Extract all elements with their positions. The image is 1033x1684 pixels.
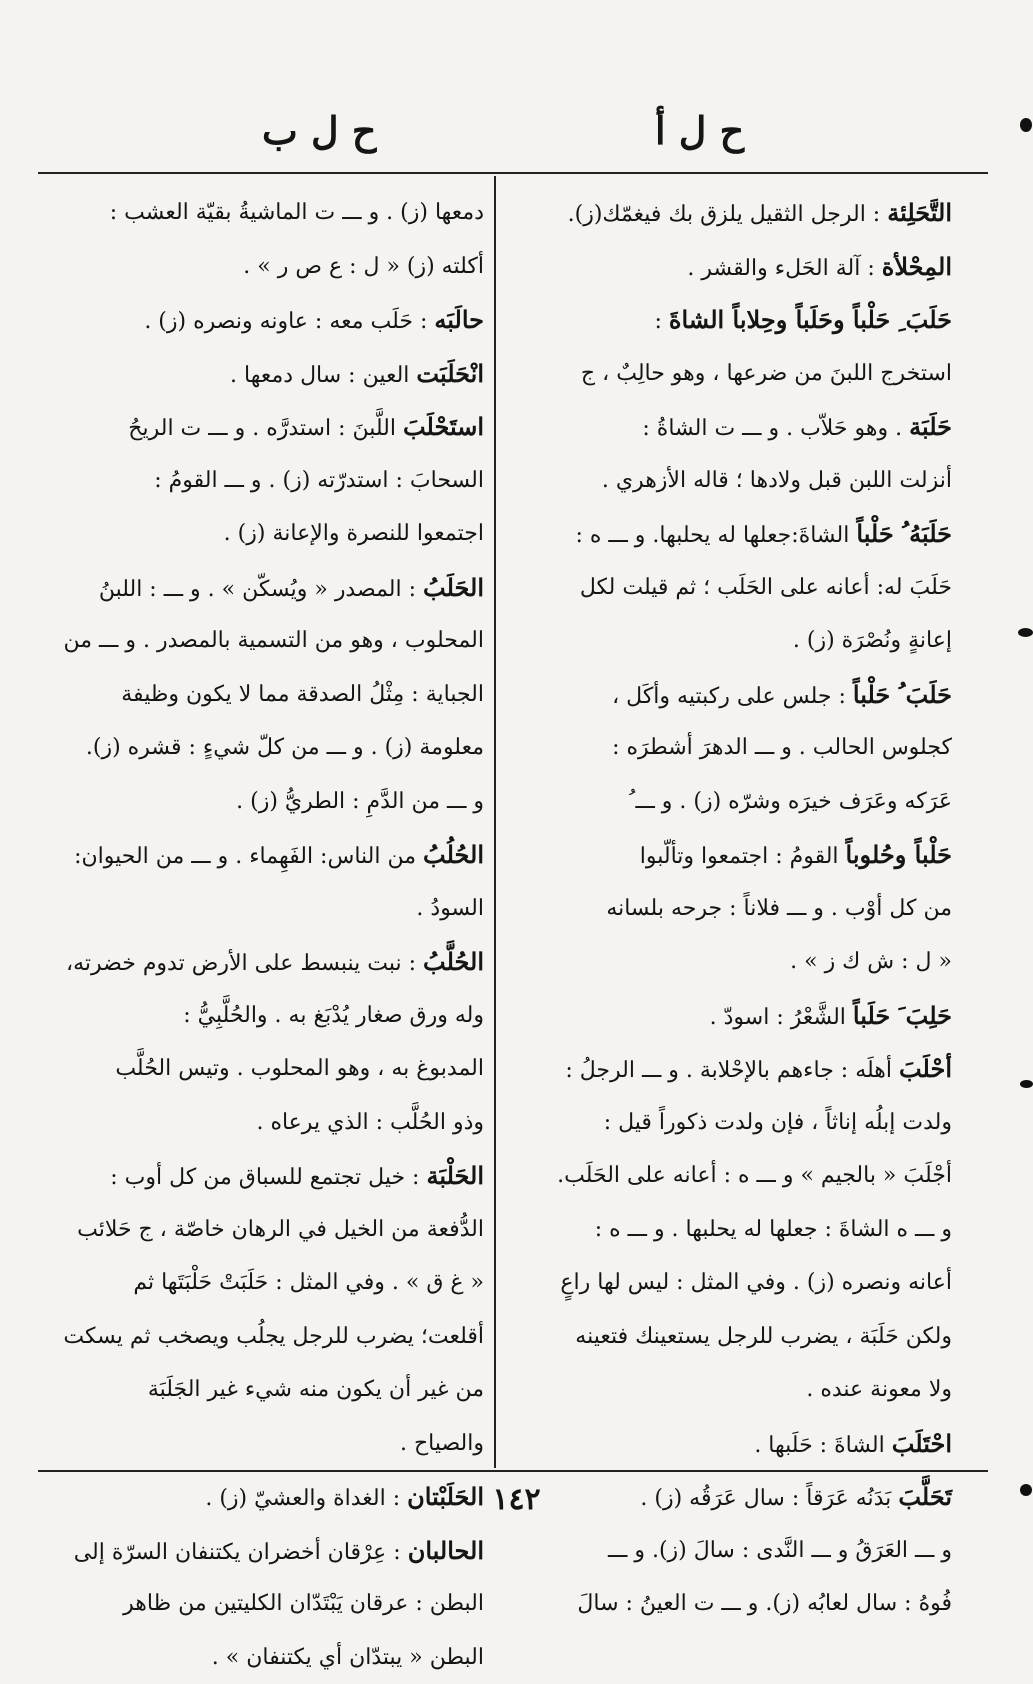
definition-text: الشاةَ : حَلَبها .	[754, 1433, 884, 1458]
right-column-line	[506, 1203, 952, 1257]
definition-text: أكلته (ز) « ل : ع ص ر » .	[243, 254, 484, 279]
right-column-line	[506, 828, 952, 882]
column-divider	[494, 176, 496, 1468]
headword: حَلَبَ ُ حَلْباً	[853, 680, 952, 709]
definition-text: أهلَه : جاءهم بالإحْلابة . و ـــ الرجلُ :	[565, 1058, 892, 1083]
headword: استَحْلَبَ	[403, 412, 484, 441]
bottom-rule	[38, 1470, 988, 1472]
definition-text: و ـــ من الدَّمِ : الطريُّ (ز) .	[236, 789, 484, 814]
right-column-line	[506, 186, 952, 240]
definition-text: القومُ : اجتمعوا وتألّبوا	[640, 844, 839, 869]
definition-text: بَدَنُه عَرَقاً : سال عَرَقُه (ز) .	[640, 1486, 891, 1511]
definition-text: : الغداة والعشيّ (ز) .	[205, 1486, 400, 1511]
margin-mark	[1020, 118, 1032, 132]
left-column-line	[48, 1363, 484, 1417]
right-column-line	[506, 400, 952, 454]
left-column-line	[48, 293, 484, 347]
definition-text: المدبوغ به ، وهو المحلوب . وتيس الحُلَّب	[115, 1056, 484, 1081]
definition-text: : حَلَب معه : عاونه ونصره (ز) .	[144, 309, 427, 334]
right-column-line	[506, 935, 952, 989]
definition-text: كجلوس الحالب . و ـــ الدهرَ أشطرَه :	[612, 735, 952, 760]
right-column-line	[506, 347, 952, 401]
margin-mark	[1018, 628, 1033, 637]
definition-text: اجتمعوا للنصرة والإعانة (ز) .	[224, 521, 484, 546]
right-column-line	[506, 1096, 952, 1150]
left-column-line	[48, 1042, 484, 1096]
headword: الحَلَبْتان	[407, 1482, 484, 1511]
definition-text: المحلوب ، وهو من التسمية بالمصدر . و ـــ من	[64, 628, 484, 653]
right-column-line	[506, 882, 952, 936]
margin-mark	[1020, 1080, 1033, 1088]
headword: حَلْباً وحُلوباً	[846, 840, 952, 869]
definition-text: : عِرْقان أخضران يكتنفان السرّة إلى	[74, 1540, 401, 1565]
headword: المِحْلأة	[882, 252, 952, 281]
definition-text: : المصدر « ويُسكّن » . و ـــ : اللبنُ	[99, 577, 416, 602]
definition-text: عَرَكه وعَرَف خيرَه وشرّه (ز) . و ـــ ُ	[629, 789, 952, 814]
left-column-line	[48, 1524, 484, 1578]
definition-text: أقلعت؛ يضرب للرجل يجلُب ويصخب ثم يسكت	[63, 1324, 484, 1349]
headword: الحُلَّبُ	[423, 947, 484, 976]
definition-text: : جلس على ركبتيه وأكَل ،	[612, 684, 846, 709]
right-column-line	[506, 775, 952, 829]
right-column-line	[506, 668, 952, 722]
definition-text: من غير أن يكون منه شيء غير الجَلَبَة	[148, 1377, 484, 1402]
headword: حَلَبَة	[909, 412, 952, 441]
definition-text: . وهو حَلاّب . و ـــ ت الشاةُ :	[642, 416, 902, 441]
left-column-line	[48, 561, 484, 615]
right-column-line	[506, 1310, 952, 1364]
page-number: ١٤٢	[0, 1482, 1033, 1517]
right-column-line	[506, 561, 952, 615]
left-column-line	[48, 721, 484, 775]
left-column-line	[48, 775, 484, 829]
definition-text: فُوهُ : سال لعابُه (ز). و ـــ ت العينُ : سالَ	[577, 1591, 952, 1616]
right-column-line	[506, 1042, 952, 1096]
definition-text: : الرجل الثقيل يلزق بك فيغمّك(ز).	[568, 202, 881, 227]
definition-text: « غ ق » . وفي المثل : حَلَبَتْ حَلْبَتَها ثم	[133, 1270, 484, 1295]
right-column-line	[506, 989, 952, 1043]
definition-text: البطن : عرقان يَبْتَدّان الكليتين من ظاهر	[123, 1591, 484, 1616]
right-column-line	[506, 1417, 952, 1471]
left-column-line	[48, 1577, 484, 1631]
definition-text: الجباية : مِثْلُ الصدقة مما لا يكون وظيفة	[121, 682, 484, 707]
left-column-line	[48, 186, 484, 240]
definition-text: وله ورق صغار يُدْبَغ به . والحُلَّبِيُّ :	[183, 1003, 484, 1028]
left-column-line	[48, 1203, 484, 1257]
headword: التَّحَلِئة	[887, 198, 952, 227]
right-column	[506, 186, 952, 1458]
left-column-line	[48, 989, 484, 1043]
left-column-line	[48, 454, 484, 508]
definition-text: : نبت ينبسط على الأرض تدوم خضرته،	[66, 951, 416, 976]
right-column-line	[506, 293, 952, 347]
headword: الحُلُبُ	[423, 840, 484, 869]
right-column-line	[506, 507, 952, 561]
headword: حَلَبَهُ ُ حَلْباً	[856, 519, 952, 548]
left-column-line	[48, 668, 484, 722]
headword: احْتَلَبَ	[892, 1429, 952, 1458]
margin-mark	[1020, 1484, 1032, 1496]
definition-text: ولدت إبلُه إناثاً ، فإن ولدت ذكوراً قيل :	[604, 1110, 952, 1135]
headword: الحَلْبَة	[426, 1161, 484, 1190]
right-column-line	[506, 1524, 952, 1578]
definition-text: من الناس: الفَهِماء . و ـــ من الحيوان:	[74, 844, 416, 869]
left-column-line	[48, 1310, 484, 1364]
definition-text: والصياح .	[400, 1431, 484, 1456]
definition-text: معلومة (ز) . و ـــ من كلّ شيءٍ : قشره (ز).	[86, 735, 484, 760]
definition-text: من كل أوْب . و ـــ فلاناً : جرحه بلسانه	[606, 896, 952, 921]
definition-text: استخرج اللبنَ من ضرعها ، وهو حالِبٌ ، ج	[581, 361, 952, 386]
definition-text: وذو الحُلَّب : الذي يرعاه .	[256, 1110, 484, 1135]
left-column	[48, 186, 484, 1458]
definition-text: الشَّعْرُ : اسودّ .	[710, 1005, 846, 1030]
definition-text: « ل : ش ك ز » .	[790, 949, 952, 974]
right-column-line	[506, 240, 952, 294]
headword: الحَلَبُ	[423, 573, 484, 602]
definition-text: أعانه ونصره (ز) . وفي المثل : ليس لها راعٍ	[560, 1270, 952, 1295]
definition-text: السحابَ : استدرّته (ز) . و ـــ القومُ :	[154, 468, 484, 493]
definition-text: و ـــ ه الشاةَ : جعلها له يحلبها . و ـــ ه :	[595, 1217, 952, 1242]
headword: حَلَبَ ِ حَلْباً وحَلَباً وحِلاباً الشاةَ	[669, 305, 952, 334]
definition-text: البطن « يبتدّان أي يكتنفان » .	[212, 1645, 484, 1670]
left-column-line	[48, 1256, 484, 1310]
left-column-line	[48, 1149, 484, 1203]
headword: حَلِبَ َ حَلَباً	[853, 1001, 952, 1030]
left-column-line	[48, 347, 484, 401]
left-column-line	[48, 935, 484, 989]
left-column-line	[48, 400, 484, 454]
right-column-line	[506, 454, 952, 508]
left-column-line	[48, 240, 484, 294]
left-column-line	[48, 614, 484, 668]
definition-text: حَلَبَ له: أعانه على الحَلَب ؛ ثم قيلت لكل	[580, 575, 952, 600]
definition-text: الدُّفعة من الخيل في الرهان خاصّة ، ج حَلائب	[77, 1217, 484, 1242]
definition-text: السودُ .	[416, 896, 484, 921]
definition-text: : آلة الحَلء والقشر .	[687, 256, 874, 281]
definition-text: أنزلت اللبن قبل ولادها ؛ قاله الأزهري .	[602, 468, 952, 493]
definition-text: اللَّبنَ : استدرَّه . و ـــ ت الريحُ	[128, 416, 396, 441]
definition-text: ولا معونة عنده .	[806, 1377, 952, 1402]
definition-text: :	[655, 309, 662, 334]
headword: حالَبَه	[434, 305, 484, 334]
left-column-line	[48, 507, 484, 561]
left-column-line	[48, 828, 484, 882]
definition-text: إعانةٍ ونُصْرَة (ز) .	[793, 628, 952, 653]
running-head-left: ح ل ب	[262, 108, 376, 153]
top-rule	[38, 172, 988, 174]
definition-text: و ـــ العَرَقُ و ـــ النَّدى : سالَ (ز). و ـــ	[608, 1538, 952, 1563]
right-column-line	[506, 1256, 952, 1310]
left-column-line	[48, 882, 484, 936]
headword: أحْلَبَ	[899, 1054, 952, 1083]
right-column-line	[506, 1149, 952, 1203]
definition-text: ولكن حَلَبَة ، يضرب للرجل يستعينك فتعينه	[575, 1324, 952, 1349]
left-column-line	[48, 1096, 484, 1150]
right-column-line	[506, 1577, 952, 1631]
headword: تَحَلَّبَ	[898, 1482, 952, 1511]
right-column-line	[506, 721, 952, 775]
headword: الحالبان	[408, 1536, 484, 1565]
left-column-line	[48, 1631, 484, 1684]
definition-text: أجْلَبَ « بالجيم » و ـــ ه : أعانه على الحَلَب.	[557, 1163, 952, 1188]
definition-text: : خيل تجتمع للسباق من كل أوب :	[110, 1165, 419, 1190]
definition-text: دمعها (ز) . و ـــ ت الماشيةُ بقيّة العشب :	[110, 200, 484, 225]
running-head-right: ح ل أ	[655, 108, 744, 153]
left-column-line	[48, 1417, 484, 1471]
definition-text: الشاةَ:جعلها له يحلبها. و ـــ ه :	[576, 523, 850, 548]
headword: انْحَلَبَت	[416, 359, 484, 388]
definition-text: العين : سال دمعها .	[230, 363, 409, 388]
right-column-line	[506, 1363, 952, 1417]
right-column-line	[506, 614, 952, 668]
